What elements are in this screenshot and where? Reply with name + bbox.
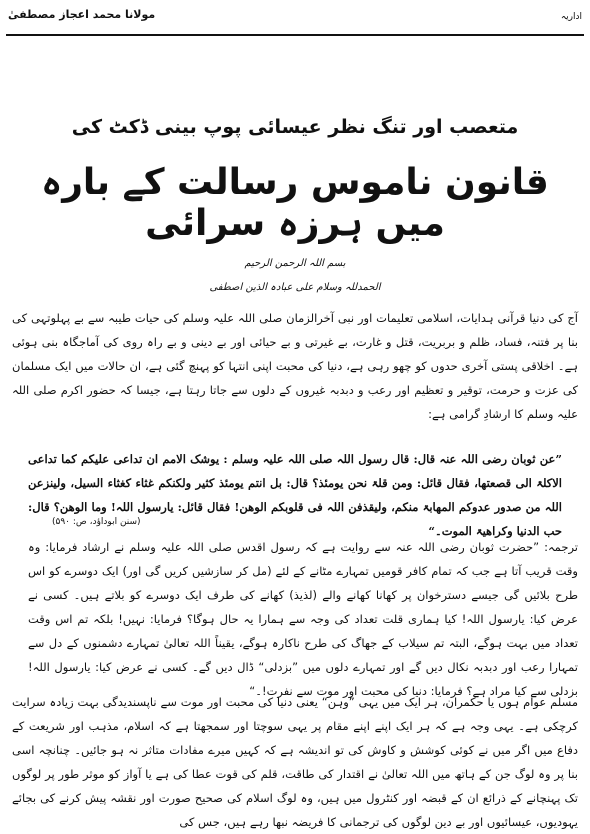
section-label: اداریہ	[560, 12, 582, 22]
hadith-text: ”عن ثوبان رضی اللہ عنہ قال: قال رسول اللہ صلی اللہ علیہ وسلم : یوشک الامم ان تداعی علیکم کما تداعی الاکلۃ الی قصعتھا، فقال قائل: ومن قلۃ نحن یومئذ؟ قال: بل انتم یومئذ کثیر ولکنکم غثاء کغثاء السیل، ولینزعن اللہ من صدور عدوکم المھابۃ منکم، ولیقذفن اللہ فی قلوبکم الوھن! فقال قائل: یارسول اللہ! وما الوھن؟ قال: حب الدنیا وکراھیۃ الموت۔“	[28, 452, 562, 538]
hadith-translation: ترجمہ: ”حضرت ثوبان رضی اللہ عنہ سے روایت ہے کہ رسول اقدس صلی اللہ علیہ وسلم نے ارشاد فرمایا: وہ وقت قریب آتا ہے جب کہ تمام کافر قومیں تمہارے مٹانے کے لئے (مل کر سازشیں کریں گی اور) ایک دوسرے کو اس طرح بلائیں گی جیسے دسترخوان پر کھانا کھانے والے (لذیذ) کھانے کی طرف ایک دوسرے کو بلاتے ہیں۔ کسی نے عرض کیا: یارسول اللہ! کیا ہماری قلت تعداد کی وجہ سے ہمارا یہ حال ہوگا؟ فرمایا: نہیں! بلکہ تم اس وقت تعداد میں بہت ہوگے، البتہ تم سیلاب کے جھاگ کی طرح ناکارہ ہوگے، یقیناً اللہ تعالیٰ تمہارے دشمنوں کے دل سے تمہارا رعب اور دبدبہ نکال دیں گے اور تمہارے دلوں میں ”بزدلی“ ڈال دیں گے۔ کسی نے عرض کیا: یارسول اللہ! بزدلی سے کیا مراد ہے؟ فرمایا: دنیا کی محبت اور موت سے نفرت!۔“	[28, 540, 578, 698]
hamd-line: الحمدللہ وسلام علی عبادہ الذین اصطفی	[209, 282, 381, 293]
bismillah: بسم اللہ الرحمن الرحیم	[244, 258, 346, 269]
hadith-reference: (سنن ابوداؤد، ص: ۵۹۰)	[52, 517, 141, 527]
intro-paragraph: آج کی دنیا قرآنی ہدایات، اسلامی تعلیمات اور نبی آخرالزمان صلی اللہ علیہ وسلم کی حیات طیبہ سے بے پہلوتہی کی بنا پر فتنہ، فساد، ظلم و بربریت، قتل و غارت، بے غیرتی و بے حیائی اور بے دینی و بے راہ روی کی آماجگاہ بنی ہوئی ہے۔ اخلاقی پستی آخری حدوں کو چھو رہی ہے، دنیا کی محبت اپنی انتہا کو پہنچ گئی ہے، ان حالات میں ایک مسلمان کی عزت و حرمت، توقیر و تعظیم اور رعب و دبدبہ غیروں کے دلوں سے جاتا رہتا ہے، جیسا کہ حضور اکرم صلی اللہ علیہ وسلم کا ارشادِ گرامی ہے:	[12, 311, 578, 421]
header-divider	[6, 34, 584, 36]
article-title: قانون ناموس رسالت کے بارہ میں ہرزہ سرائی	[41, 162, 549, 244]
body-paragraph: مسلم عوام ہوں یا حکمران، ہر ایک میں یہی ”وہن“ یعنی دنیا کی محبت اور موت سے ناپسندیدگی بہت زیادہ سرایت کرچکی ہے۔ یہی وجہ ہے کہ ہر ایک اپنے اپنے مقام پر یہی سوچتا اور سمجھتا ہے کہ اسلام، مذہب اور شریعت کے دفاع میں اگر میں نے کوئی کوشش و کاوش کی تو اندیشہ ہے کہ کہیں میرے مفادات متاثر نہ ہو جائیں۔ چنانچہ اسی بنا پر وہ لوگ جن کے ہاتھ میں اللہ تعالیٰ نے اقتدار کی طاقت، قلم کی قوت عطا کی ہے یا آواز کو موثر طور پر لوگوں تک پہنچانے کے ذرائع ان کے قبضہ اور کنٹرول میں ہیں، وہ لوگ اسلام کی صحیح صورت اور نقشہ پیش کرنے کی بجائے یہودیوں، عیسائیوں اور بے دین لوگوں کی ترجمانی کا فریضہ نبھا رہے ہیں، جس کی	[12, 695, 578, 829]
author-name: مولانا محمد اعجاز مصطفیٰ	[8, 8, 156, 21]
article-subtitle: متعصب اور تنگ نظر عیسائی پوپ بینی ڈکٹ کی	[71, 116, 519, 138]
